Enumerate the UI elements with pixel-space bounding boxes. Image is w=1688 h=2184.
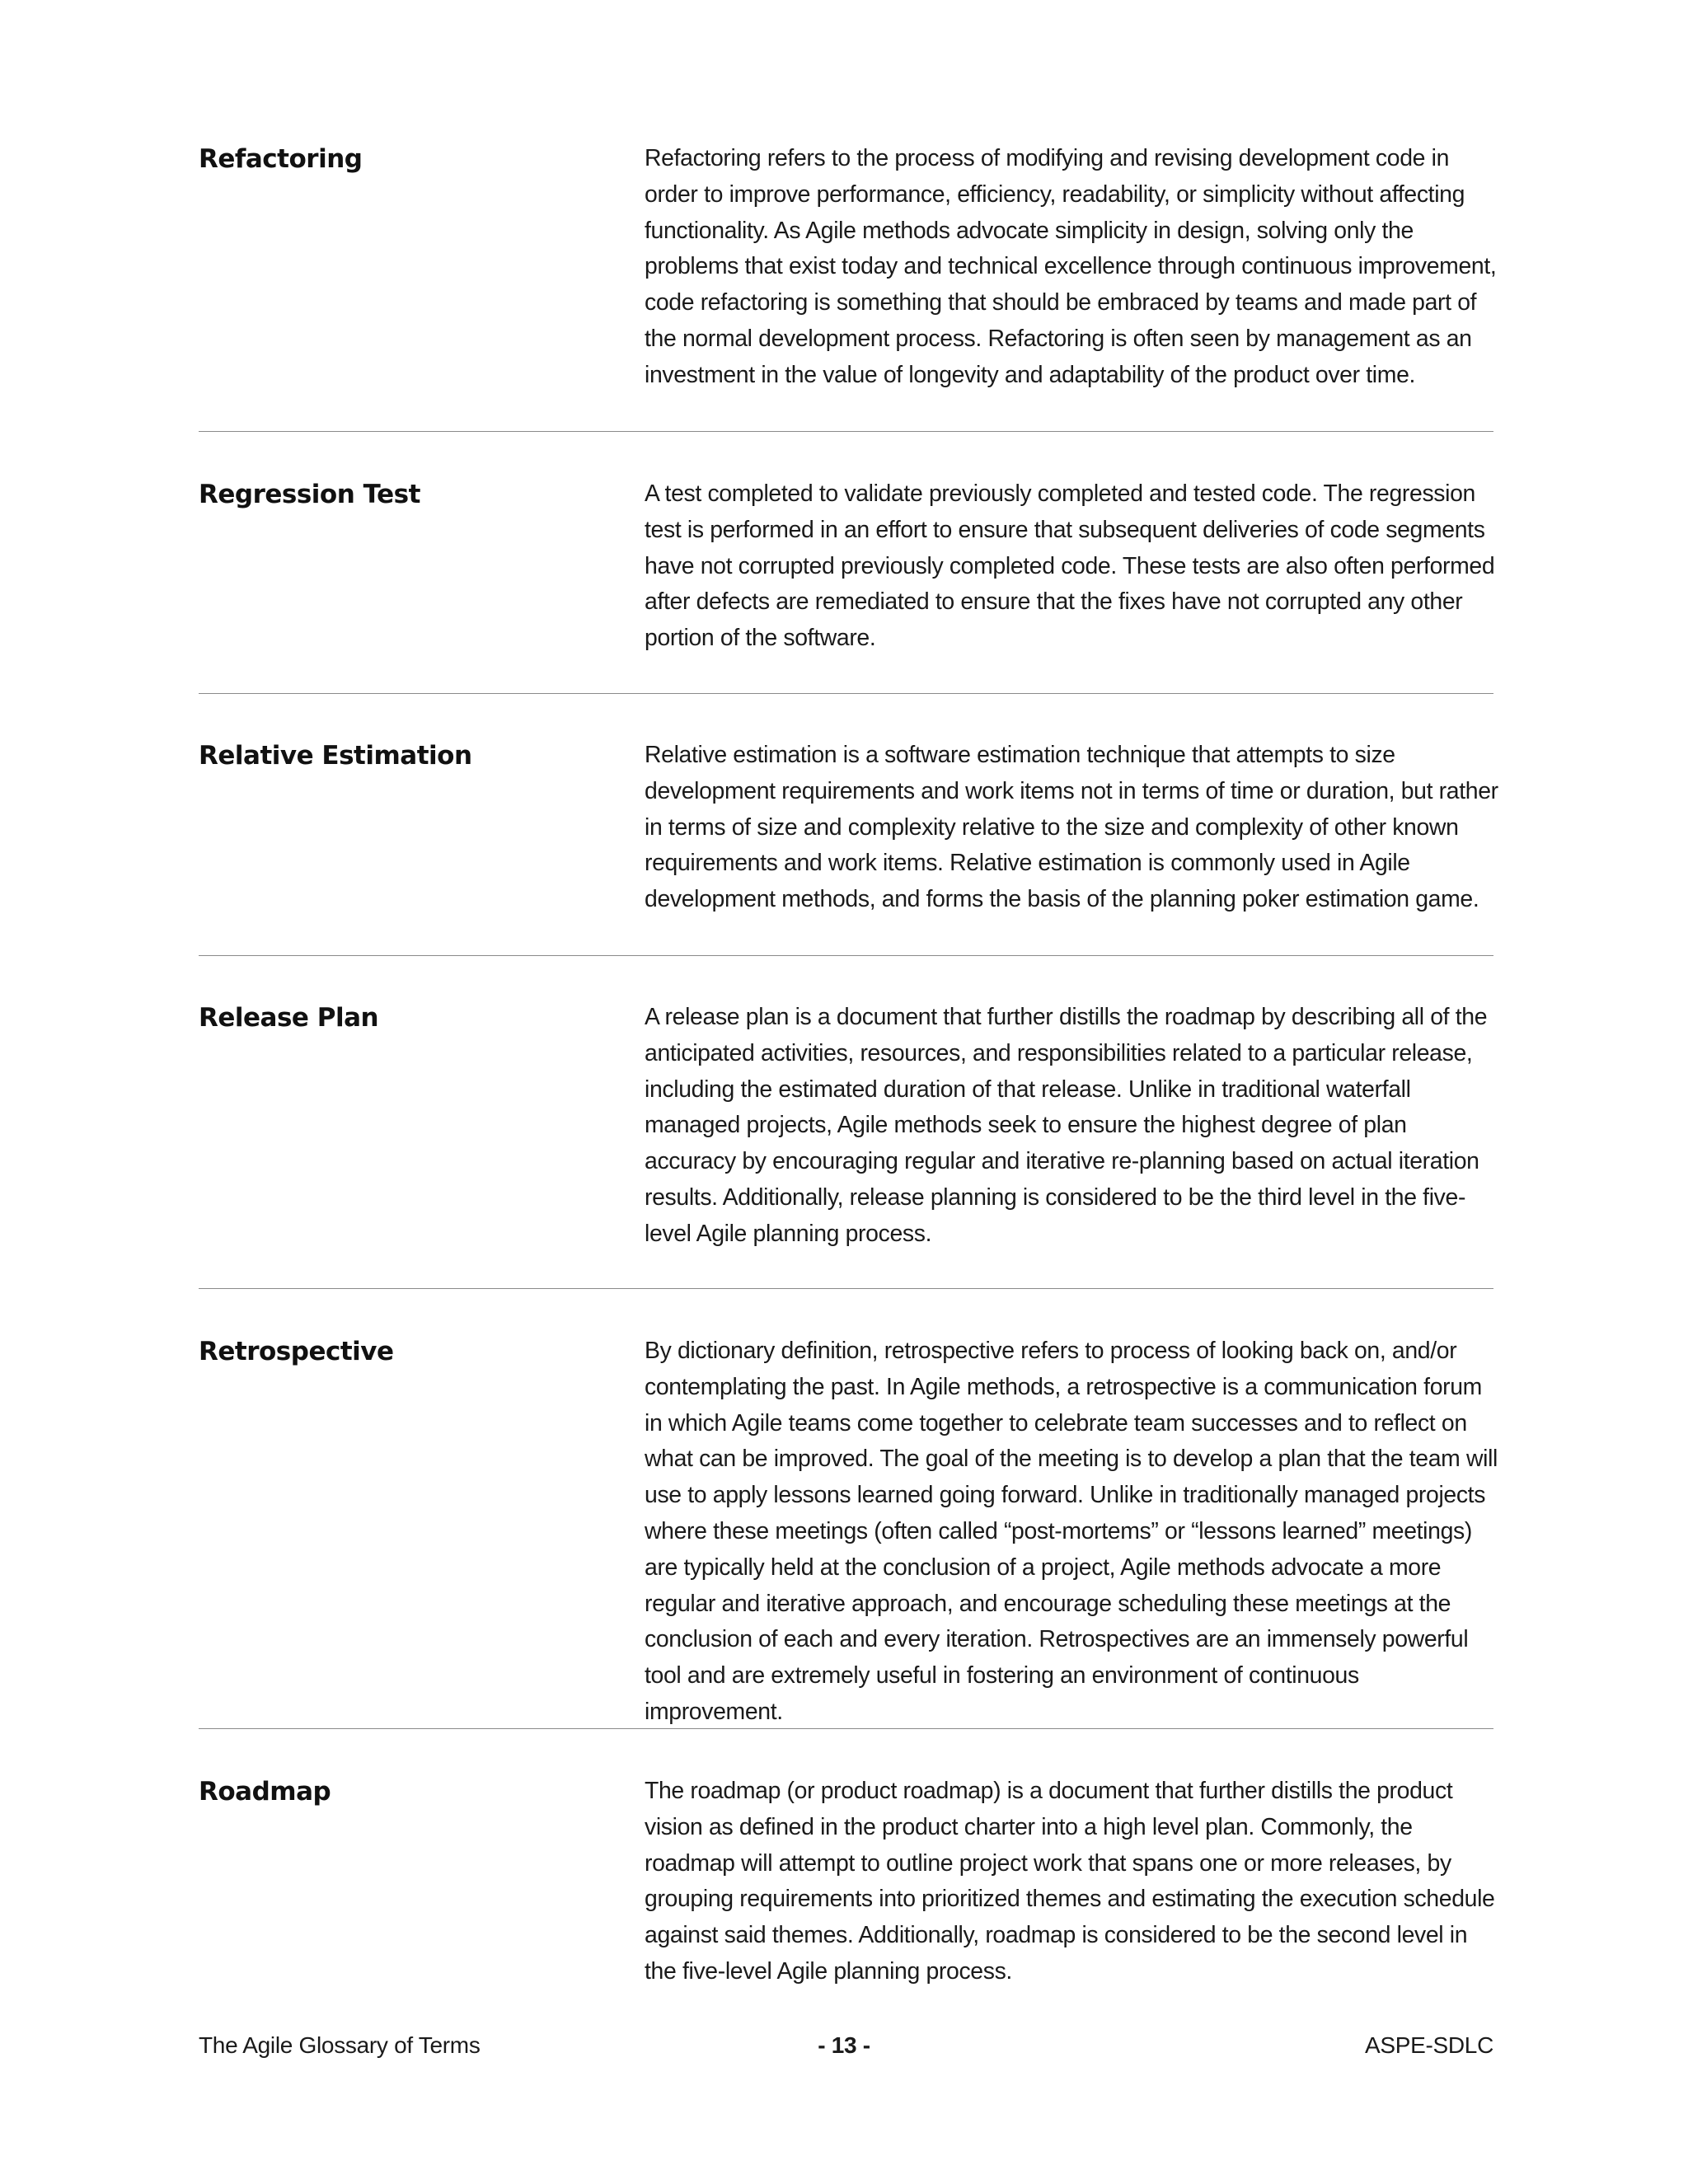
term-title: Relative Estimation [199, 741, 472, 771]
term-title: Regression Test [199, 480, 420, 509]
footer-document-title: The Agile Glossary of Terms [199, 2032, 481, 2058]
entry-divider [199, 1288, 1493, 1289]
term-title: Roadmap [199, 1777, 331, 1807]
entry-divider [199, 693, 1493, 694]
term-definition: Refactoring refers to the process of modifying and revising development code in order to improve performance, efficiency, readability, or simplicity without affecting functionality. As Agile methods advocate simplicity in design, solving only the problems that exist today and technical excellence through continuous improvement, code refactoring is something that should be embraced by teams and made part of the normal development process. Refactoring is often seen by management as an investment in the value of longevity and adaptability of the product over time. [645, 145, 1497, 388]
term-title: Release Plan [199, 1003, 379, 1033]
footer-course-code: ASPE-SDLC [1364, 2032, 1493, 2058]
term-title: Retrospective [199, 1337, 394, 1366]
term-definition: The roadmap (or product roadmap) is a document that further distills the product vision as defined in the product charter into a high level plan. Commonly, the roadmap will attempt to outline project work that spans one or more releases, by grouping requirements into prioritized themes and estimating the execution schedule against said themes. Additionally, roadmap is considered to be the second level in the five-level Agile planning process. [645, 1778, 1495, 1985]
term-definition: Relative estimation is a software estimation technique that attempts to size development requirements and work items not in terms of time or duration, but rather in terms of size and complexity relative to the size and complexity of other known requirements and work items. Relative estimation is commonly used in Agile development methods, and forms the basis of the planning poker estimation game. [645, 742, 1498, 913]
term-title: Refactoring [199, 144, 363, 174]
entry-divider [199, 955, 1493, 956]
term-definition: A test completed to validate previously completed and tested code. The regression test is performed in an effort to ensure that subsequent deliveries of code segments have not corrupted previously completed code. These tests are also often performed after defects are remediated to ensure that the fixes have not corrupted any other portion of the software. [645, 480, 1495, 652]
term-definition: A release plan is a document that further distills the roadmap by describing all of the anticipated activities, resources, and responsibilities related to a particular release, including the estimated duration of that release. Unlike in traditional waterfall managed projects, Agile methods seek to ensure the highest degree of plan accuracy by encouraging regular and iterative re-planning based on actual iteration results. Additionally, release planning is considered to be the third level in the five- level Agile planning process. [645, 1004, 1488, 1247]
footer-page-number: - 13 - [818, 2032, 870, 2058]
term-definition: By dictionary definition, retrospective refers to process of looking back on, and/or contemplating the past. In Agile methods, a retrospective is a communication forum in which Agile teams come together to celebrate team successes and to reflect on what can be improved. The goal of the meeting is to develop a plan that the team will use to apply lessons learned going forward. Unlike in traditionally managed projects where these meetings (often called “post-mortems” or “lessons learned” meetings) are typically held at the conclusion of a project, Agile methods advocate a more regular and iterative approach, and encourage scheduling these meetings at the conclusion of each and every iteration. Retrospectives are an immensely powerful tool and are extremely useful in fostering an environment of continuous improvement. [645, 1338, 1498, 1725]
entry-divider [199, 1728, 1493, 1729]
entry-divider [199, 431, 1493, 432]
